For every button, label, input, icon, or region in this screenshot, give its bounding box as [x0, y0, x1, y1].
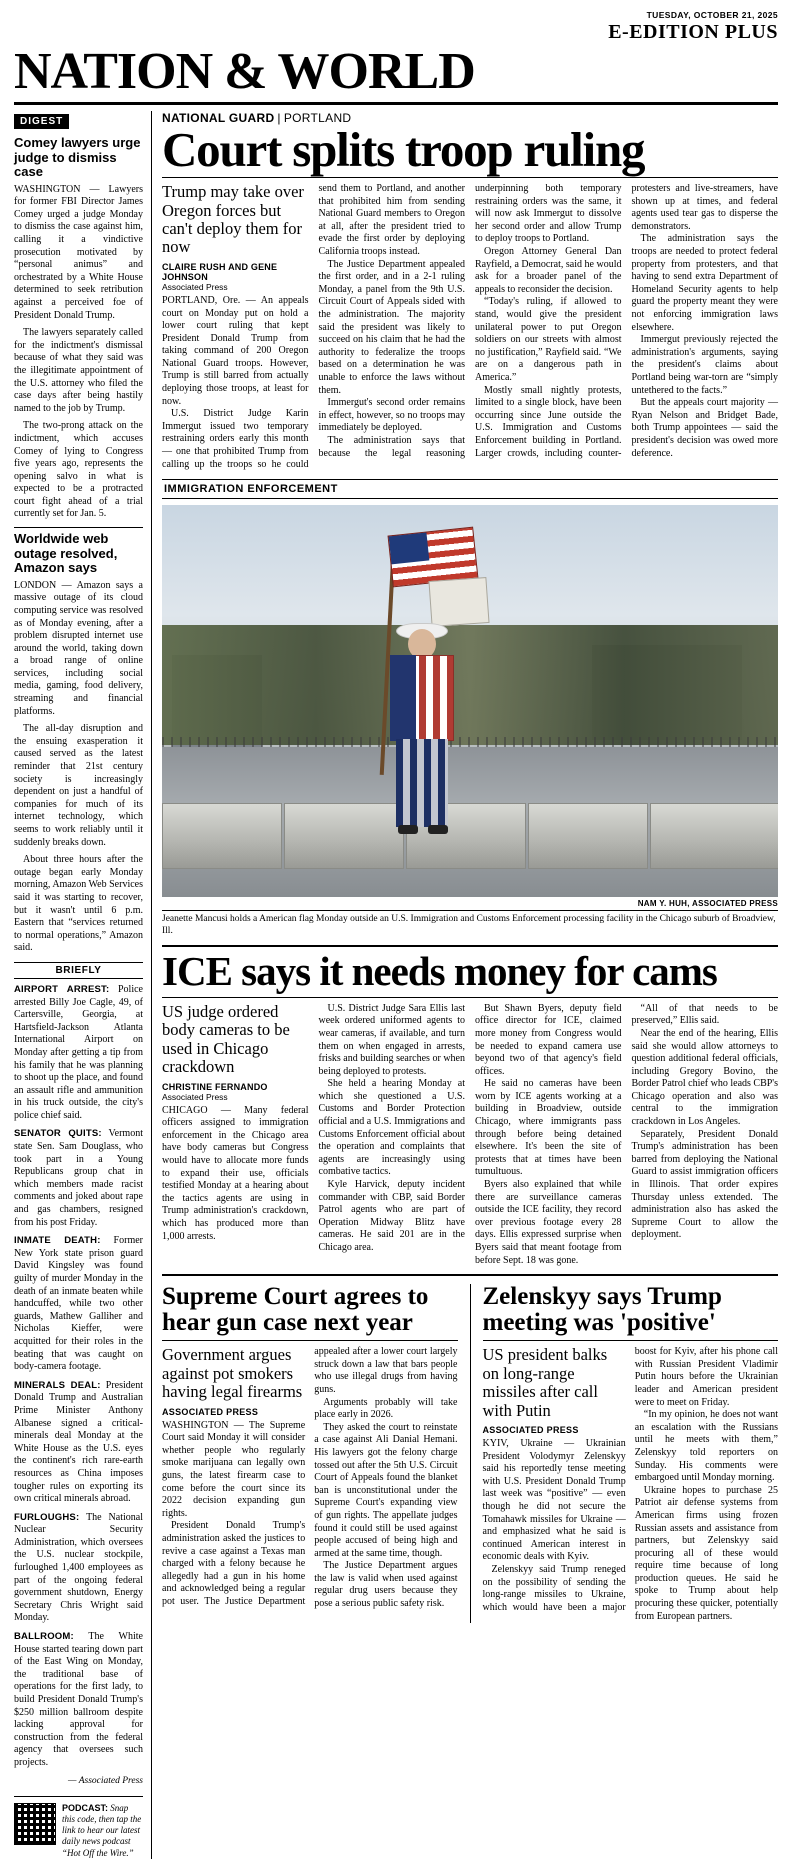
- divider: [162, 997, 778, 998]
- brief-item: [14, 1512, 143, 1625]
- photo-barrier: [284, 803, 404, 869]
- photo-caption: Jeanette Mancusi holds a American flag Monday outside an U.S. Immigration and Customs Enforcement processing facility in the Chicago suburb of Broadview, Ill.: [162, 910, 778, 938]
- story-paragraph: But Shawn Byers, deputy field office director for ICE, claimed more money from Congress would be needed to expand camera use beyond two of that agency's field offices.: [475, 1002, 622, 1077]
- divider: [14, 527, 143, 528]
- brief-text: Former New York state prison guard David Kingsley was found guilty of murder Monday in the death of an inmate beaten while handcuffed, while two other guards, Mathew Galliher and Nicholas Kieffer, were acquitted for their roles in the beating that was caught on body-camera footage.: [14, 1235, 143, 1373]
- podcast-lead: PODCAST:: [62, 1802, 109, 1813]
- story-paragraph: The administration says that because the legal reasoning underpinning both temporary restraining orders was the same, it will now ask Immergut to dissolve her second order and allow Trump to deploy troops to Portland.: [318, 183, 622, 459]
- brief-item: [14, 1380, 143, 1506]
- qr-code-icon[interactable]: [14, 1803, 56, 1845]
- brief-item: [14, 1128, 143, 1229]
- photo-barrier: [528, 803, 648, 869]
- brief-lead: BALLROOM:: [14, 1631, 74, 1643]
- gun-headline[interactable]: Supreme Court agrees to hear gun case next year: [162, 1283, 429, 1336]
- story-paragraph: Ukraine hopes to purchase 25 Patriot air defense systems from American firms using frozen Russian assets and assistance from partners, but Zelenskyy said procuring all of these would require time because of long production queues. He said he spoke to Trump about help procuring these quicker, potentially from European partners.: [634, 1484, 778, 1622]
- brief-text: Police arrested Billy Joe Cagle, 49, of Cartersville, Georgia, at Hartsfield-Jackson Atlanta International Airport on Monday after getting a tip from his family that he was planning to shoot up the place, and found an assault rifle and ammunition in his truck outside, the city's police chief said.: [14, 983, 143, 1121]
- brief-item: [14, 984, 143, 1123]
- brief-text: Vermont state Sen. Sam Douglass, who took part in a Young Republicans group chat in which members made racist comments and joked about rape and gas chambers, resigned from his post Friday.: [14, 1128, 143, 1228]
- brief-text: President Donald Trump and Australian Prime Minister Anthony Albanese signed a critical-minerals deal Monday at the White House as the U.S. eyes the continent's rich rare-earth resources as China imposes tougher rules on exporting its own critical minerals abroad.: [14, 1379, 144, 1505]
- story-paragraph: The administration says the troops are needed to protect federal property from protesters, and that having to send extra Department of Homeland Security agents to help guard the property meant they were not enforcing immigration laws elsewhere.: [631, 233, 778, 333]
- story-paragraph: U.S. District Judge Sara Ellis last week ordered uniformed agents to wear cameras, if available, and turn them on when engaged in arrests, frisks and building searches or when being deployed to protests.: [318, 1002, 465, 1077]
- brief-lead: INMATE DEATH:: [14, 1235, 101, 1247]
- photo-treeline: [162, 625, 778, 745]
- brief-text: The White House started tearing down part of the East Wing on Monday, the traditional base of operations for the first lady, to build President Donald Trump's $250 million ballroom despite lacking approval for construction from the federal agency that oversees such projects.: [14, 1631, 143, 1768]
- story-paragraph: Oregon Attorney General Dan Rayfield, a Democrat, said he would ask for a broader panel of the appeals to reconsider the decision.: [475, 246, 622, 295]
- story-paragraph: She held a hearing Monday at which she questioned a U.S. Customs and Border Protection official and a U.S. Immigrations and Customs Enforcement official about the operation and complaints that agents are increasingly using combative tactics.: [318, 1078, 465, 1178]
- zelenskyy-story-body: [483, 1346, 779, 1623]
- story-paragraph: But the appeals court majority — Ryan Nelson and Bridget Bade, both Trump appointees — said the president's decision was owed more deference.: [631, 397, 778, 459]
- story-paragraph: Separately, President Donald Trump's administration has been barred from deploying the National Guard to assist immigration officers in Illinois. That order expires Thursday unless extended. The administration also has asked the Supreme Court to allow the deployment.: [631, 1128, 778, 1241]
- photo-barrier: [650, 803, 778, 869]
- digest-column: [14, 111, 152, 1859]
- publication-date: TUESDAY, OCTOBER 21, 2025: [646, 10, 778, 20]
- gun-story: [162, 1284, 471, 1623]
- ice-byline-org: Associated Press: [162, 1091, 228, 1102]
- ice-headline[interactable]: ICE says it needs money for cams: [162, 947, 717, 994]
- story-paragraph: Mostly small nightly protests, limited to a single block, have been occurring since June outside the U.S. Immigration and Customs Enforcement building in Portland. Larger crowds, including counter-protesters and live-streamers, have shown up at times, and federal agents used tear gas to disperse the demonstrators.: [475, 183, 778, 459]
- zelenskyy-byline: ASSOCIATED PRESS: [482, 1425, 579, 1436]
- photo-barrier: [162, 803, 282, 869]
- story-paragraph: KYIV, Ukraine — Ukrainian President Volodymyr Zelenskyy said his reportedly tense meeting with U.S. President Donald Trump last week was “positive” — even though he did not secure the Tomahawk missiles for Ukraine — and emphasized what he said is continued American interest in economic deals with Kyiv.: [482, 1438, 626, 1563]
- photo-torso-blue: [390, 655, 416, 741]
- digest-paragraph: LONDON — Amazon says a massive outage of its cloud computing service was resolved as of Monday evening, after a problem disrupted internet use around the world, taking down a broad range of online services, including social media, gaming, food delivery, streaming and financial platforms.: [14, 579, 143, 717]
- digest-paragraph: The two-prong attack on the indictment, which accuses Comey of lying to Congress five years ago, represents the opening salvo in what is expected to be a protracted court fight ahead of a trial currently set for Jan. 5.: [14, 420, 143, 520]
- lead-headline[interactable]: Court splits troop ruling: [162, 122, 645, 177]
- photo-protest-sign: [428, 577, 489, 627]
- podcast-text: [62, 1803, 143, 1859]
- gun-byline: ASSOCIATED PRESS: [162, 1406, 259, 1417]
- story-paragraph: Near the end of the hearing, Ellis said she would allow attorneys to question additional federal officials, including Gregory Bovino, the Border Patrol chief who leads CBP's Chicago operation and also was central to the immigration crackdown in Los Angeles.: [631, 1027, 779, 1128]
- ice-byline: CHRISTINE FERNANDO: [162, 1081, 268, 1092]
- podcast-promo[interactable]: [14, 1796, 143, 1859]
- story-paragraph: The Justice Department appealed the first order, and in a 2-1 ruling Monday, a panel from the 9th U.S. Circuit Court of Appeals sided with the administration. The majority said the president was likely to succeed on his claim that he had the authority to federalize the troops based on a determination he was unable to enforce the laws without them.: [318, 258, 465, 396]
- story-paragraph: PORTLAND, Ore. — An appeals court on Monday put on hold a lower court ruling that kept President Donald Trump from taking command of 200 Oregon National Guard troops. However, Trump is still barred from actually deploying those troops, at least for now.: [162, 294, 309, 407]
- divider: [162, 1340, 458, 1341]
- digest-headline[interactable]: Worldwide web outage resolved, Amazon says: [14, 531, 118, 576]
- lead-deck: Trump may take over Oregon forces but can't deploy them for now: [162, 182, 304, 257]
- kicker-bold: NATIONAL GUARD: [162, 111, 275, 125]
- story-paragraph: Immergut's second order remains in effect, however, so no troops may immediately be deployed.: [318, 397, 465, 434]
- ice-deck: US judge ordered body cameras to be used in Chicago crackdown: [162, 1001, 290, 1077]
- story-paragraph: He said no cameras have been worn by ICE agents working at a building in Broadview, outside Chicago, where immigrants pass through before being detained elsewhere. It's been the site of protests that at times have been tumultuous.: [475, 1078, 622, 1178]
- divider: [483, 1340, 779, 1341]
- digest-paragraph: About three hours after the outage began early Monday morning, Amazon Web Services said it was starting to recover, but it wasn't until 6 p.m. Eastern that “services returned to normal operations,” Amazon said.: [14, 854, 143, 954]
- story-paragraph: CHICAGO — Many federal officers assigned to immigration enforcement in the Chicago area have body cameras but Congress would have to allocate more funds to expand their use, officials testified Monday at a hearing about the tactics agents are using in Trump administration's crackdown, which has produced more than 1,000 arrests.: [162, 1104, 309, 1242]
- divider: [162, 1274, 778, 1276]
- main-column: [152, 111, 778, 1859]
- brief-lead: AIRPORT ARREST:: [14, 983, 110, 995]
- zelenskyy-headline[interactable]: Zelenskyy says Trump meeting was 'positive': [482, 1283, 722, 1336]
- divider: [162, 177, 778, 178]
- story-paragraph: Immergut previously rejected the administration's arguments, saying the president's claims about Portland being war-torn are “simply untethered to the facts.”: [631, 334, 778, 396]
- story-paragraph: Zelenskyy said Trump reneged on the possibility of sending the long-range missiles to Ukraine, which would have been a major boost for Kyiv, after his phone call with Russian President Vladimir Putin hours before the Ukrainian leader and American president were to meet on Friday.: [482, 1346, 778, 1613]
- brief-text: The National Nuclear Security Administration, which oversees the U.S. nuclear stockpile, furloughed 1,400 employees as part of the ongoing federal government shutdown, Energy Secretary Chris Wright said Monday.: [14, 1511, 143, 1624]
- photo-shoe: [398, 825, 418, 834]
- lead-story-body: [162, 183, 778, 471]
- story-paragraph: The Justice Department argues the law is valid when used against regular drug users because they pose a serious public safety risk.: [314, 1560, 458, 1610]
- brief-item: [14, 1631, 143, 1770]
- immigration-section-label: IMMIGRATION ENFORCEMENT: [162, 479, 778, 499]
- podcast-body: Snap this code, then tap the link to hear our latest daily news podcast “Hot Off the Wire.”: [62, 1802, 142, 1858]
- digest-label: DIGEST: [14, 114, 69, 129]
- digest-paragraph: The lawyers separately called for the indictment's dismissal because of what they said was the illegitimate appointment of the U.S. attorney who filed the case days after being hastily named to the job by Trump.: [14, 327, 143, 414]
- photo-credit: NAM Y. HUH, ASSOCIATED PRESS: [637, 899, 778, 909]
- story-paragraph: “Today's ruling, if allowed to stand, would give the president unilateral power to put Oregon soldiers on our streets with almost no justification,” Rayfield said. “We are on a dangerous path in America.”: [475, 296, 622, 383]
- briefly-label: BRIEFLY: [14, 962, 143, 979]
- story-paragraph: Kyle Harvick, deputy incident commander with CBP, said Border Patrol agents who are part of Operation Midway Blitz have cameras. He said 201 are in the Chicago area.: [318, 1179, 465, 1254]
- masthead: [14, 10, 778, 44]
- gun-deck: Government argues against pot smokers having legal firearms: [162, 1345, 303, 1402]
- news-photo: [162, 505, 778, 897]
- story-paragraph: “In my opinion, he does not want an escalation with the Russians until he meets with them,” Zelenskyy told reporters on Sunday. His comments were embargoed until Monday morning.: [634, 1409, 778, 1484]
- lead-byline: CLAIRE RUSH AND GENE JOHNSON: [162, 261, 278, 282]
- masthead-rule: [14, 102, 778, 105]
- photo-flag-canton: [389, 533, 430, 565]
- zelenskyy-deck: US president balks on long-range missiles after call with Putin: [482, 1345, 608, 1420]
- story-paragraph: U.S. District Judge Karin Immergut issued two temporary restraining orders early this month — one that prohibited Trump from calling up the troops so he could send them to Portland, and another that prohibited him from sending National Guard members to Oregon at all, after the president tried to evade the first order by deploying California troops instead.: [162, 183, 465, 470]
- digest-paragraph: The all-day disruption and the ensuing exasperation it caused served as the latest reminder that 21st century society is increasingly dependent on just a handful of companies for much of its internet technology, which seems to work reliably until it suddenly breaks down.: [14, 723, 143, 848]
- lead-byline-org: Associated Press: [162, 281, 228, 292]
- kicker-light: PORTLAND: [283, 111, 352, 125]
- brief-lead: MINERALS DEAL:: [14, 1379, 101, 1391]
- page-title: NATION & WORLD: [14, 43, 475, 100]
- briefs-credit: — Associated Press: [68, 1775, 143, 1786]
- digest-headline[interactable]: Comey lawyers urge judge to dismiss case: [14, 135, 141, 180]
- story-paragraph: Arguments probably will take place early in 2026.: [314, 1396, 458, 1421]
- edition-label: E-EDITION PLUS: [608, 21, 778, 43]
- brief-lead: SENATOR QUITS:: [14, 1128, 102, 1140]
- brief-lead: FURLOUGHS:: [14, 1511, 80, 1523]
- digest-item: [14, 136, 143, 521]
- story-paragraph: Byers also explained that while there are surveillance cameras outside the ICE facility, they record over previous footage every 28 days. Ellis expressed surprise when Byers said that meant footage from before Sept. 18 was gone.: [475, 1179, 622, 1266]
- bottom-stories: [162, 1284, 778, 1623]
- photo-shoe: [428, 825, 448, 834]
- kicker-separator: |: [277, 111, 281, 125]
- story-paragraph: President Donald Trump's administration asked the justices to revive a case against a Texas man charged with a felony because he allegedly had a gun in his home and acknowledged being a regular pot user. The Justice Department appealed after a lower court largely struck down a law that bars people who use illegal drugs from having guns.: [162, 1346, 458, 1607]
- ice-story-body: [162, 1003, 778, 1267]
- divider: [162, 945, 778, 947]
- brief-item: [14, 1235, 143, 1374]
- story-paragraph: WASHINGTON — The Supreme Court said Monday it will consider whether people who regularly smoke marijuana can legally own guns, the latest firearm case to come before the court since its 2022 decision expanding gun rights.: [162, 1419, 306, 1519]
- digest-item: [14, 532, 143, 955]
- gun-story-body: [162, 1346, 458, 1610]
- photo-legs: [396, 739, 448, 827]
- digest-paragraph: WASHINGTON — Lawyers for former FBI Director James Comey urged a judge Monday to dismiss the case against him, calling it a vindictive prosecution motivated by “personal animus” and orchestrated by a White House determined to seek retribution against a perceived foe of President Donald Trump.: [14, 183, 143, 321]
- zelenskyy-story: [483, 1284, 779, 1623]
- story-paragraph: They asked the court to reinstate a case against Ali Danial Hemani. His lawyers got the felony charge tossed out after the 5th U.S. Circuit Court of Appeals found the blanket ban is unconstitutional under the Supreme Court's expanding view of gun rights. The appellate judges found it could still be used against people accused of being high and armed at the same time, though.: [314, 1421, 458, 1559]
- story-paragraph: “All of that needs to be preserved,” Ellis said.: [631, 1002, 778, 1027]
